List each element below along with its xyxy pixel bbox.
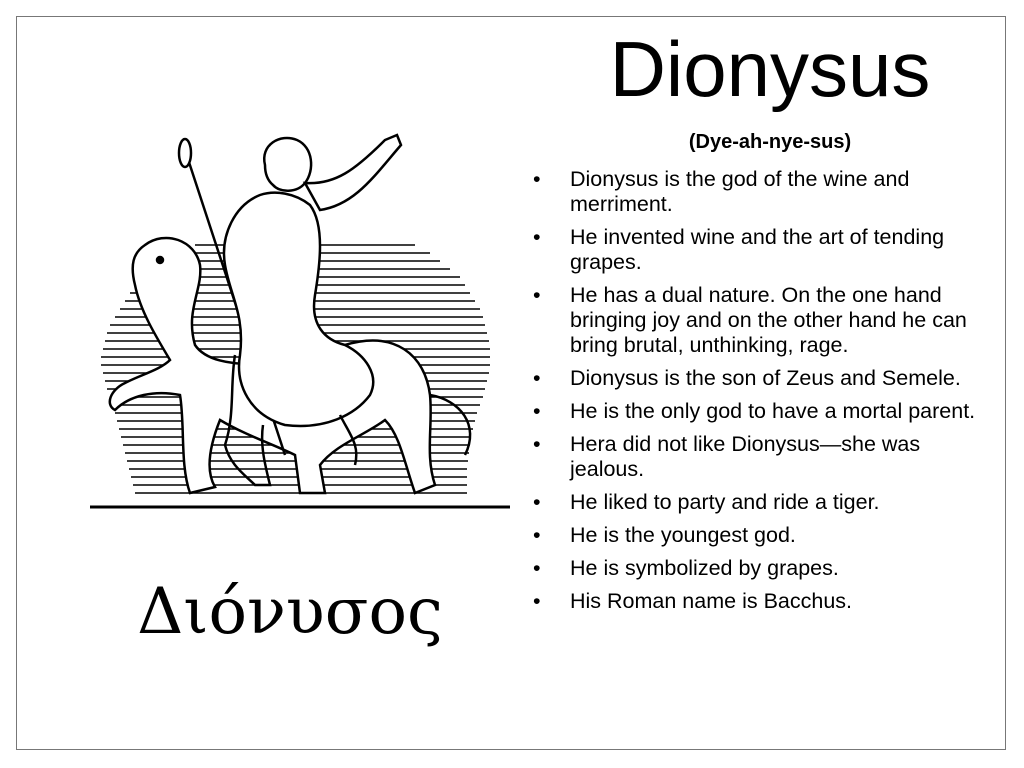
bullet-text: His Roman name is Bacchus. [570,589,852,613]
bullet-text: Dionysus is the god of the wine and merriment. [570,167,910,216]
list-item [527,366,997,391]
dionysus-tiger-illustration [85,125,525,515]
list-item [527,167,997,217]
bullet-text: He is symbolized by grapes. [570,556,839,580]
bullet-text: He is the youngest god. [570,523,796,547]
list-item [527,432,997,482]
bullet-icon: • [533,523,541,547]
bullet-icon: • [533,589,541,613]
bullet-text: He invented wine and the art of tending grapes. [570,225,945,274]
list-item [527,399,997,424]
bullet-icon: • [533,167,541,191]
list-item [527,490,997,515]
bullet-icon: • [533,283,541,307]
bullet-icon: • [533,556,541,580]
bullet-icon: • [533,490,541,514]
bullet-icon: • [533,432,541,456]
slide-title: Dionysus [609,25,931,113]
list-item [527,225,997,275]
list-item [527,589,997,614]
bullet-text: He is the only god to have a mortal parent. [570,399,976,423]
bullet-text: He has a dual nature. On the one hand bringing joy and on the other hand he can bring brutal, unthinking, rage. [570,283,967,357]
bullet-list [527,167,997,622]
bullet-icon: • [533,225,541,249]
list-item [527,523,997,548]
bullet-text: Hera did not like Dionysus—she was jealous. [570,432,921,481]
list-item [527,283,997,358]
bullet-text: Dionysus is the son of Zeus and Semele. [570,366,961,390]
list-item [527,556,997,581]
bullet-icon: • [533,366,541,390]
pronunciation: (Dye-ah-nye-sus) [688,131,852,153]
bullet-text: He liked to party and ride a tiger. [570,490,880,514]
greek-name: Διόνυσος [137,575,443,649]
bullet-icon: • [533,399,541,423]
